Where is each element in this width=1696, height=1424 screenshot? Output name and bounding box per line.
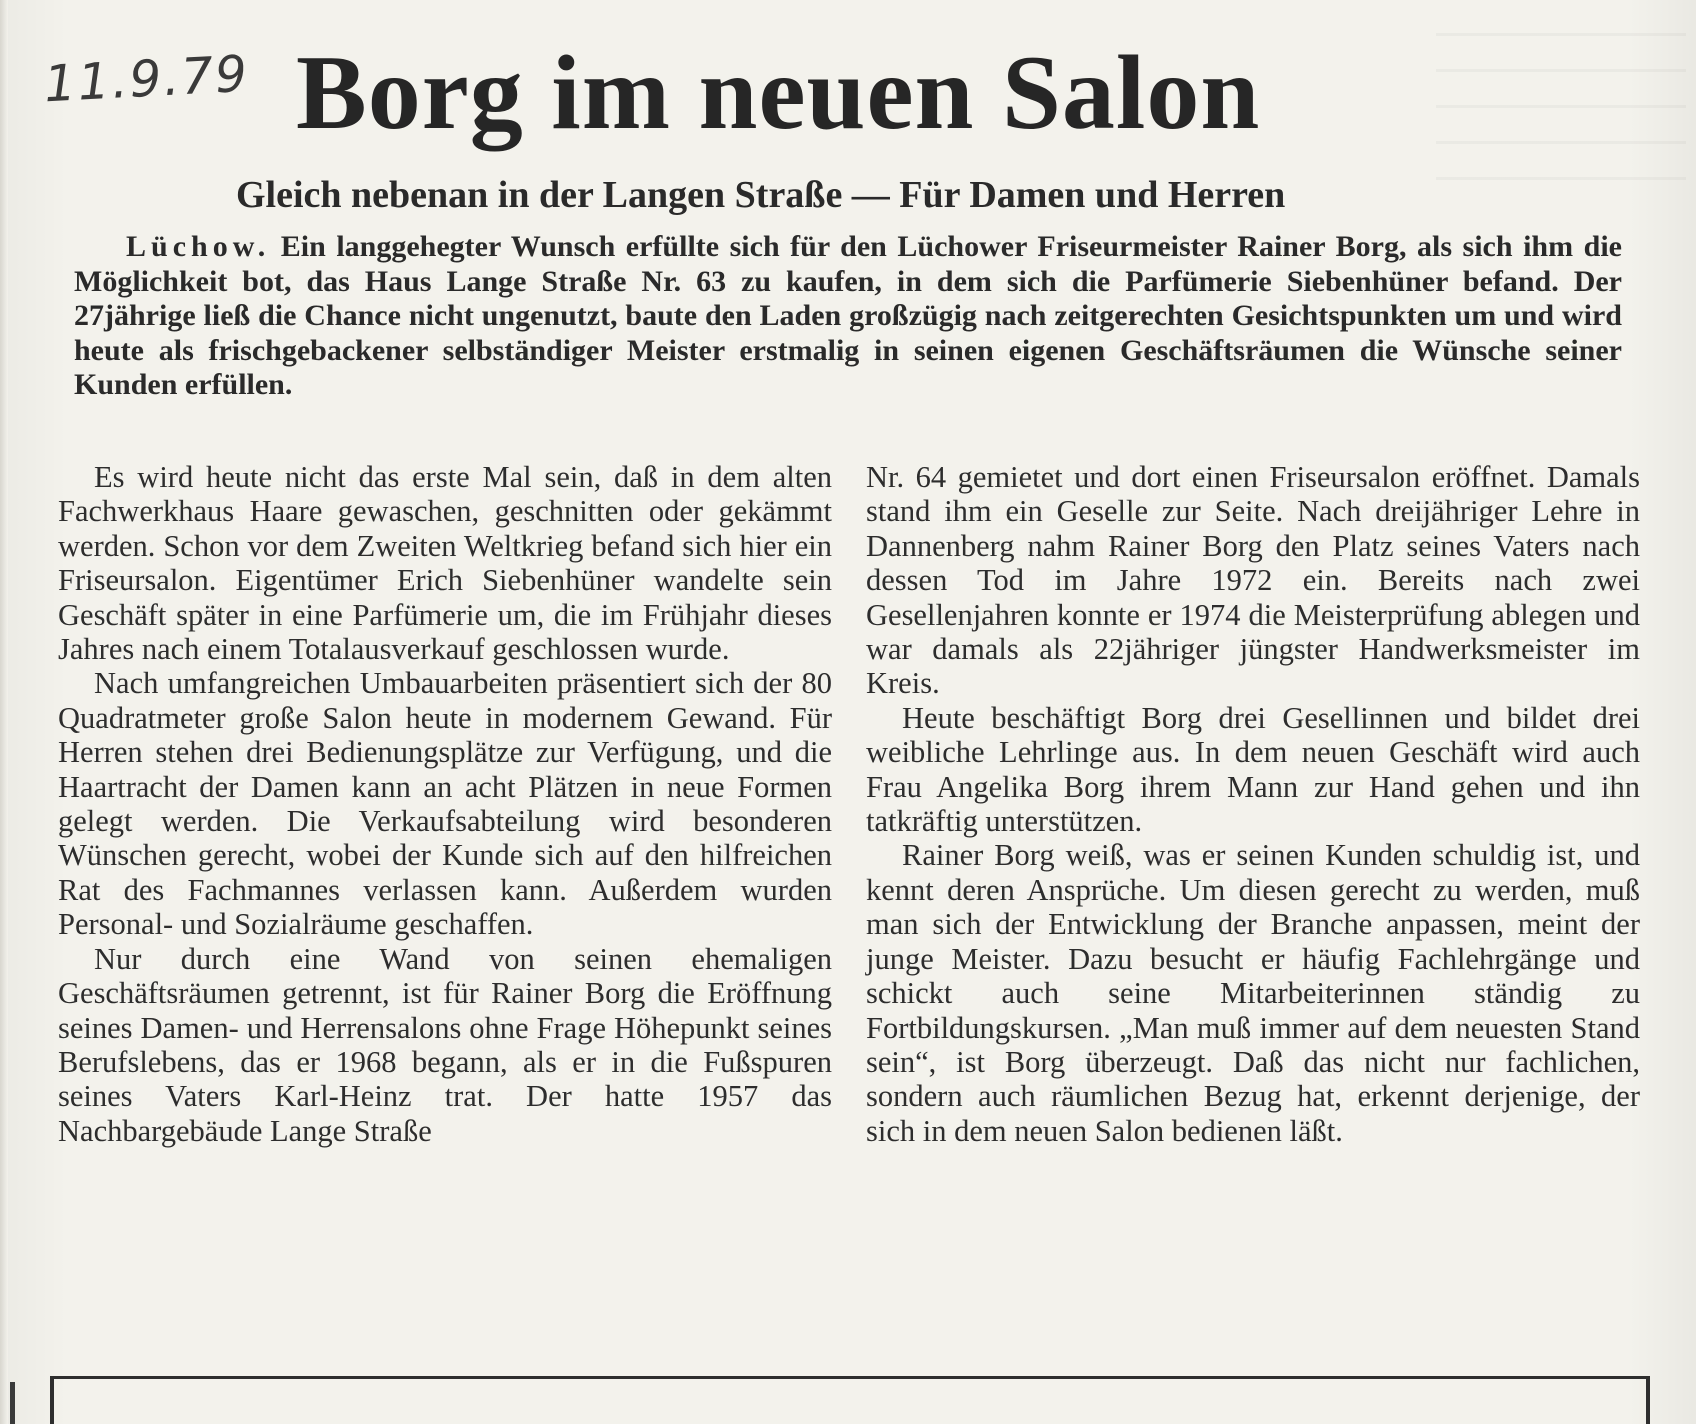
headline: Borg im neuen Salon <box>296 34 1261 151</box>
body-paragraph: Heute beschäftigt Borg drei Gesellinnen und bildet drei weibliche Lehrlinge aus. In dem neuen Geschäft wird auch Frau Angelika Borg ihrem Mann zur Hand gehen und ihn tatkräftig unterstützen. <box>866 700 1640 839</box>
bottom-border-rule <box>50 1376 1650 1379</box>
body-paragraph: Nr. 64 gemietet und dort einen Friseursalon eröffnet. Damals stand ihm ein Geselle zur Seite. Nach dreijähriger Lehre in Dannenberg nahm Rainer Borg den Platz seines Vaters nach dessen Tod im Jahre 1972 ein. Bereits nach zwei Gesellenjahren konnte er 1974 die Meisterprüfung ablegen und war damals als 22jähriger jüngster Handwerksmeister im Kreis. <box>866 460 1640 701</box>
show-through-texture <box>1436 30 1686 180</box>
body-paragraph: Es wird heute nicht das erste Mal sein, daß in dem alten Fachwerkhaus Haare gewaschen, geschnitten oder gekämmt werden. Schon vor dem Zweiten Weltkrieg befand sich hier ein Friseursalon. Eigentümer Erich Siebenhüner wandelte sein Geschäft später in eine Parfümerie um, die im Frühjahr dieses Jahres nach einem Totalausverkauf geschlossen wurde. <box>58 460 832 667</box>
bottom-border-left <box>50 1376 54 1424</box>
body-paragraph: Nur durch eine Wand von seinen ehemaligen Geschäftsräumen getrennt, ist für Rainer Borg die Eröffnung seines Damen- und Herrensalons ohne Frage Höhepunkt seines Berufslebens, das er 1968 begann, als er in die Fußspuren seines Vaters Karl-Heinz trat. Der hatte 1957 das Nachbargebäude Lange Straße <box>58 941 832 1148</box>
subheadline: Gleich nebenan in der Langen Straße — Für Damen und Herren <box>236 174 1286 216</box>
body-paragraph: Nach umfangreichen Umbauarbeiten präsentiert sich der 80 Quadratmeter große Salon heute in modernem Gewand. Für Herren stehen drei Bedienungsplätze zur Verfügung, und die Haartracht der Damen kann an acht Plätzen in neue Formen gelegt werden. Die Verkaufsabteilung wird besonderen Wünschen gerecht, wobei der Kunde sich auf den hilfreichen Rat des Fachmannes verlassen kann. Außerdem wurden Personal- und Sozialräume geschaffen. <box>58 666 832 942</box>
right-column <box>866 460 1640 1148</box>
lead-text: Ein langgehegter Wunsch erfüllte sich für den Lüchower Friseurmeister Rainer Borg, als sich ihm die Möglichkeit bot, das Haus Lange Straße Nr. 63 zu kaufen, in dem sich die Parfümerie Siebenhüner befand. Der 27jährige ließ die Chance nicht ungenutzt, baute den Laden großzügig nach zeitgerechten Gesichtspunkten um und wird heute als frischgebackener selbständiger Meister erstmalig in seinen eigenen Geschäftsräumen die Wünsche seiner Kunden erfüllen. <box>74 230 1622 401</box>
body-columns <box>58 460 1640 1365</box>
body-paragraph: Rainer Borg weiß, was er seinen Kunden schuldig ist, und kennt deren Ansprüche. Um diesen gerecht zu werden, muß man sich der Entwicklung der Branche anpassen, meint der junge Meister. Dazu besucht er häufig Fachlehrgänge und schickt auch seine Mitarbeiterinnen ständig zu Fortbildungskursen. „Man muß immer auf dem neuesten Stand sein“, ist Borg überzeugt. Daß das nicht nur fachlichen, sondern auch räumlichen Bezug hat, erkennt derjenige, der sich in dem neuen Salon bedienen läßt. <box>866 838 1640 1148</box>
edge-mark <box>10 1382 15 1424</box>
bottom-border-right <box>1646 1376 1650 1424</box>
dateline: Lüchow. <box>126 230 271 263</box>
paper-edge-shadow <box>0 0 8 1424</box>
handwritten-date: 11.9.79 <box>42 44 251 114</box>
lead-paragraph <box>74 230 1622 403</box>
left-column <box>58 460 832 1148</box>
